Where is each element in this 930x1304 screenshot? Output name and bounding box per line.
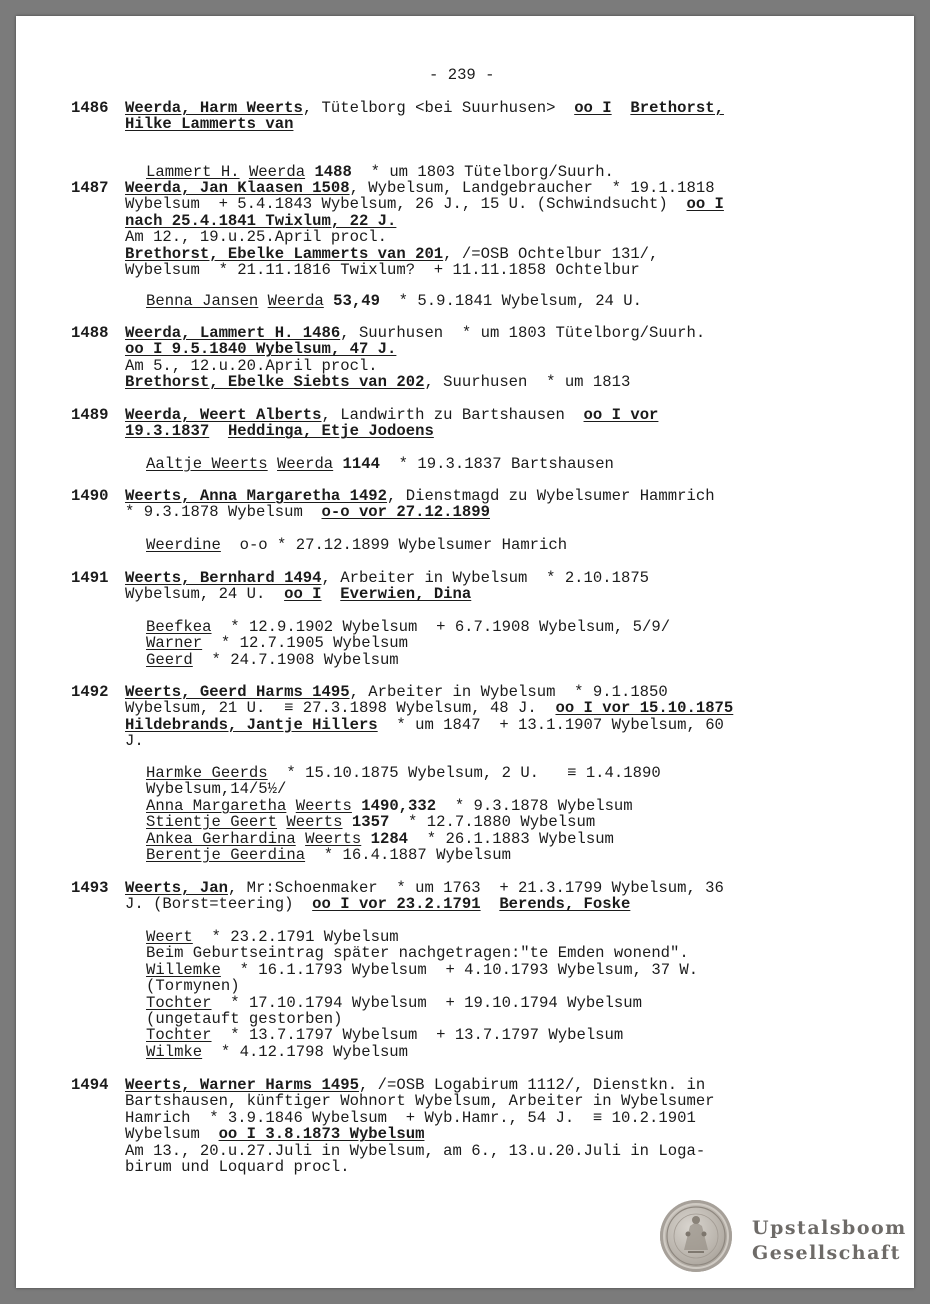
child-line: Berentje Geerdina * 16.4.1887 Wybelsum: [146, 846, 511, 864]
child-line: Geerd * 24.7.1908 Wybelsum: [146, 650, 399, 669]
entry-line: Am 13., 20.u.27.Juli in Wybelsum, am 6., 13.u.20.Juli in Loga-: [125, 1141, 706, 1160]
child-name: Wilmke: [146, 1042, 203, 1061]
marriage-marker: oo I vor: [583, 406, 659, 424]
spouse-name: Brethorst, Ebelke Siebts van 202: [125, 373, 425, 392]
entry-number: 1486: [71, 99, 109, 117]
entry-line: * 9.3.1878 Wybelsum o-o vor 27.12.1899: [125, 503, 490, 522]
child-name: Benna Jansen: [146, 292, 259, 310]
child-surname: Weerda: [248, 163, 306, 181]
spouse-name: Brethorst, Ebelke Lammerts van 201: [125, 244, 444, 263]
entry-line: Weerda, Lammert H. 1486, Suurhusen * um 1803 Tütelborg/Suurh.: [125, 324, 706, 342]
entry-line: Weerts, Geerd Harms 1495, Arbeiter in Wybelsum * 9.1.1850: [125, 683, 668, 701]
entry-line: Am 5., 12.u.20.April procl.: [125, 356, 378, 375]
entry-line: Wybelsum, 24 U. oo I Everwien, Dina: [125, 585, 472, 604]
entry-line: Am 12., 19.u.25.April procl.: [125, 228, 388, 247]
child-line: Harmke Geerds * 15.10.1875 Wybelsum, 2 U. ≡ 1.4.1890: [146, 764, 661, 782]
child-line: Tochter * 13.7.1797 Wybelsum + 13.7.1797 Wybelsum: [146, 1026, 624, 1045]
marriage-marker: oo I: [284, 585, 322, 604]
person-name: Weerda, Harm Weerts: [125, 99, 303, 117]
child-name: Lammert H.: [146, 163, 240, 181]
logo-line-2: Gesellschaft: [752, 1242, 901, 1264]
entry-line: Brethorst, Ebelke Siebts van 202, Suurhusen * um 1813: [125, 373, 631, 392]
entry-line: Brethorst, Ebelke Lammerts van 201, /=OSB Ochtelbur 131/,: [125, 244, 659, 263]
entry-line: Hildebrands, Jantje Hillers * um 1847 + 13.1.1907 Wybelsum, 60: [125, 715, 724, 734]
child-line: Wilmke * 4.12.1798 Wybelsum: [146, 1042, 409, 1061]
child-line: Tochter * 17.10.1794 Wybelsum + 19.10.1794 Wybelsum: [146, 993, 642, 1012]
child-line: Weerdine o-o * 27.12.1899 Wybelsumer Hamrich: [146, 536, 568, 554]
spouse-name: Hildebrands, Jantje Hillers: [125, 715, 378, 734]
entry-line: Weerts, Warner Harms 1495, /=OSB Logabirum 1112/, Dienstkn. in: [125, 1076, 706, 1094]
child-line: Willemke * 16.1.1793 Wybelsum + 4.10.1793 Wybelsum, 37 W.: [146, 960, 699, 979]
entry-line: Bartshausen, künftiger Wohnort Wybelsum, Arbeiter in Wybelsumer: [125, 1092, 715, 1111]
child-name: Tochter: [146, 993, 212, 1012]
entry-number: 1494: [71, 1076, 109, 1094]
child-name: Berentje Geerdina: [146, 846, 306, 864]
child-line: Benna Jansen Weerda 53,49 * 5.9.1841 Wybelsum, 24 U.: [146, 292, 642, 310]
child-name: Ankea Gerhardina: [146, 829, 296, 848]
marriage-marker: oo I 3.8.1873 Wybelsum: [218, 1125, 425, 1144]
entry-line: Weerts, Bernhard 1494, Arbeiter in Wybelsum * 2.10.1875: [125, 569, 650, 587]
child-name: Anna Margaretha: [146, 796, 287, 815]
entry-number: 1489: [71, 406, 109, 424]
marriage-marker: oo I: [686, 195, 724, 214]
entry-line: J. (Borst=teering) oo I vor 23.2.1791 Berends, Foske: [125, 895, 631, 914]
child-name: Aaltje Weerts: [146, 455, 268, 473]
entry-line: [125, 341, 396, 357]
entry-line: Wybelsum oo I 3.8.1873 Wybelsum: [125, 1125, 425, 1144]
entry-line: Weerda, Harm Weerts, Tütelborg <bei Suurhusen> oo I Brethorst,: [125, 99, 724, 117]
child-ref: 1144: [342, 455, 380, 473]
page-number: - 239 -: [429, 66, 495, 84]
entry-line: [125, 423, 434, 439]
marriage-marker: oo I 9.5.1840 Wybelsum, 47 J.: [125, 340, 397, 359]
entry-number: 1493: [71, 879, 109, 897]
child-ref: 53,49: [333, 292, 380, 310]
entry-line: Weerts, Anna Margaretha 1492, Dienstmagd zu Wybelsumer Hammrich: [125, 487, 715, 505]
entry-number: 1487: [71, 179, 109, 197]
person-name: Weerts, Warner Harms 1495: [125, 1076, 359, 1094]
entry-number: 1491: [71, 569, 109, 587]
marriage-marker: oo I: [574, 99, 612, 117]
society-logo-text: [752, 1216, 907, 1266]
child-ref: 1357: [351, 813, 390, 832]
child-ref: 1490,332: [361, 796, 437, 815]
entry-line: Weerts, Jan, Mr:Schoenmaker * um 1763 + 21.3.1799 Wybelsum, 36: [125, 879, 724, 897]
child-line: (ungetauft gestorben): [146, 1010, 343, 1028]
marriage-marker: oo I vor 23.2.1791: [312, 895, 481, 914]
entry-line: Wybelsum, 21 U. ≡ 27.3.1898 Wybelsum, 48 J. oo I vor 15.10.1875: [125, 699, 734, 718]
entry-number: 1488: [71, 324, 109, 342]
entry-line: [125, 116, 293, 132]
entry-line: Wybelsum * 21.11.1816 Twixlum? + 11.11.1858 Ochtelbur: [125, 261, 640, 279]
marriage-marker: oo I vor 15.10.1875: [555, 699, 734, 718]
entry-line: Wybelsum + 5.4.1843 Wybelsum, 26 J., 15 U. (Schwindsucht) oo I: [125, 195, 724, 214]
spouse-name: Brethorst,: [630, 99, 724, 117]
entry-line: Weerda, Weert Alberts, Landwirth zu Bartshausen oo I vor: [125, 406, 659, 424]
spouse-name: Heddinga, Etje Jodoens: [227, 422, 434, 441]
child-line: Wybelsum,14/5½/: [146, 780, 287, 799]
entry-line: Hamrich * 3.9.1846 Wybelsum + Wyb.Hamr., 54 J. ≡ 10.2.1901: [125, 1108, 696, 1127]
child-name: Harmke Geerds: [146, 764, 268, 782]
spouse-name: Everwien, Dina: [340, 585, 472, 604]
child-line: (Tormynen): [146, 977, 240, 996]
child-line: Warner * 12.7.1905 Wybelsum: [146, 634, 409, 653]
entry-line: J.: [125, 732, 144, 751]
child-name: Weerdine: [146, 536, 221, 554]
entry-number: 1492: [71, 683, 109, 701]
person-name: Weerts, Jan: [125, 879, 228, 897]
child-name: Beefkea: [146, 618, 212, 636]
child-line: Stientje Geert Weerts 1357 * 12.7.1880 Wybelsum: [146, 813, 596, 832]
child-ref: 1284: [370, 829, 409, 848]
document-page: [16, 16, 914, 1288]
child-line: Beefkea * 12.9.1902 Wybelsum + 6.7.1908 Wybelsum, 5/9/: [146, 618, 671, 636]
person-name: Weerts, Anna Margaretha 1492: [125, 487, 388, 505]
child-name: Tochter: [146, 1026, 212, 1045]
logo-line-1: Upstalsboom: [752, 1217, 907, 1239]
child-name: Willemke: [146, 960, 221, 979]
person-name: Weerda, Jan Klaasen 1508: [125, 179, 350, 197]
entry-line: birum und Loquard procl.: [125, 1158, 350, 1176]
person-name: Weerda, Weert Alberts: [125, 406, 322, 424]
child-line: Anna Margaretha Weerts 1490,332 * 9.3.1878 Wybelsum: [146, 796, 633, 815]
child-surname: Weerts: [295, 796, 352, 815]
entry-line: [125, 213, 396, 229]
child-name: Warner: [146, 634, 203, 653]
child-surname: Weerda: [277, 455, 334, 473]
child-ref: 1488: [314, 163, 352, 181]
child-surname: Weerts: [286, 813, 343, 832]
entry-number: 1490: [71, 487, 109, 505]
child-surname: Weerda: [267, 292, 324, 310]
child-name: Stientje Geert: [146, 813, 278, 832]
person-name: Weerda, Lammert H. 1486: [125, 324, 341, 342]
entry-line: Weerda, Jan Klaasen 1508, Wybelsum, Landgebraucher * 19.1.1818: [125, 179, 715, 197]
child-line: Ankea Gerhardina Weerts 1284 * 26.1.1883 Wybelsum: [146, 829, 614, 848]
person-name: Weerts, Geerd Harms 1495: [125, 683, 350, 701]
child-line: Beim Geburtseintrag später nachgetragen:"te Emden wonend".: [146, 944, 689, 963]
marriage-date: nach 25.4.1841 Twixlum, 22 J.: [125, 211, 397, 230]
child-line: Lammert H. Weerda 1488 * um 1803 Tütelborg/Suurh.: [146, 163, 614, 181]
spouse-name: Berends, Foske: [499, 895, 631, 914]
spouse-name: Hilke Lammerts van: [125, 115, 294, 134]
child-line: Weert * 23.2.1791 Wybelsum: [146, 928, 399, 946]
society-seal-icon: [660, 1200, 732, 1272]
child-surname: Weerts: [305, 829, 362, 848]
person-name: Weerts, Bernhard 1494: [125, 569, 322, 587]
child-name: Weert: [146, 928, 193, 946]
child-name: Geerd: [146, 650, 193, 669]
child-line: Aaltje Weerts Weerda 1144 * 19.3.1837 Bartshausen: [146, 455, 614, 473]
marriage-marker: o-o vor 27.12.1899: [321, 503, 490, 522]
marriage-date: 19.3.1837: [125, 422, 210, 441]
